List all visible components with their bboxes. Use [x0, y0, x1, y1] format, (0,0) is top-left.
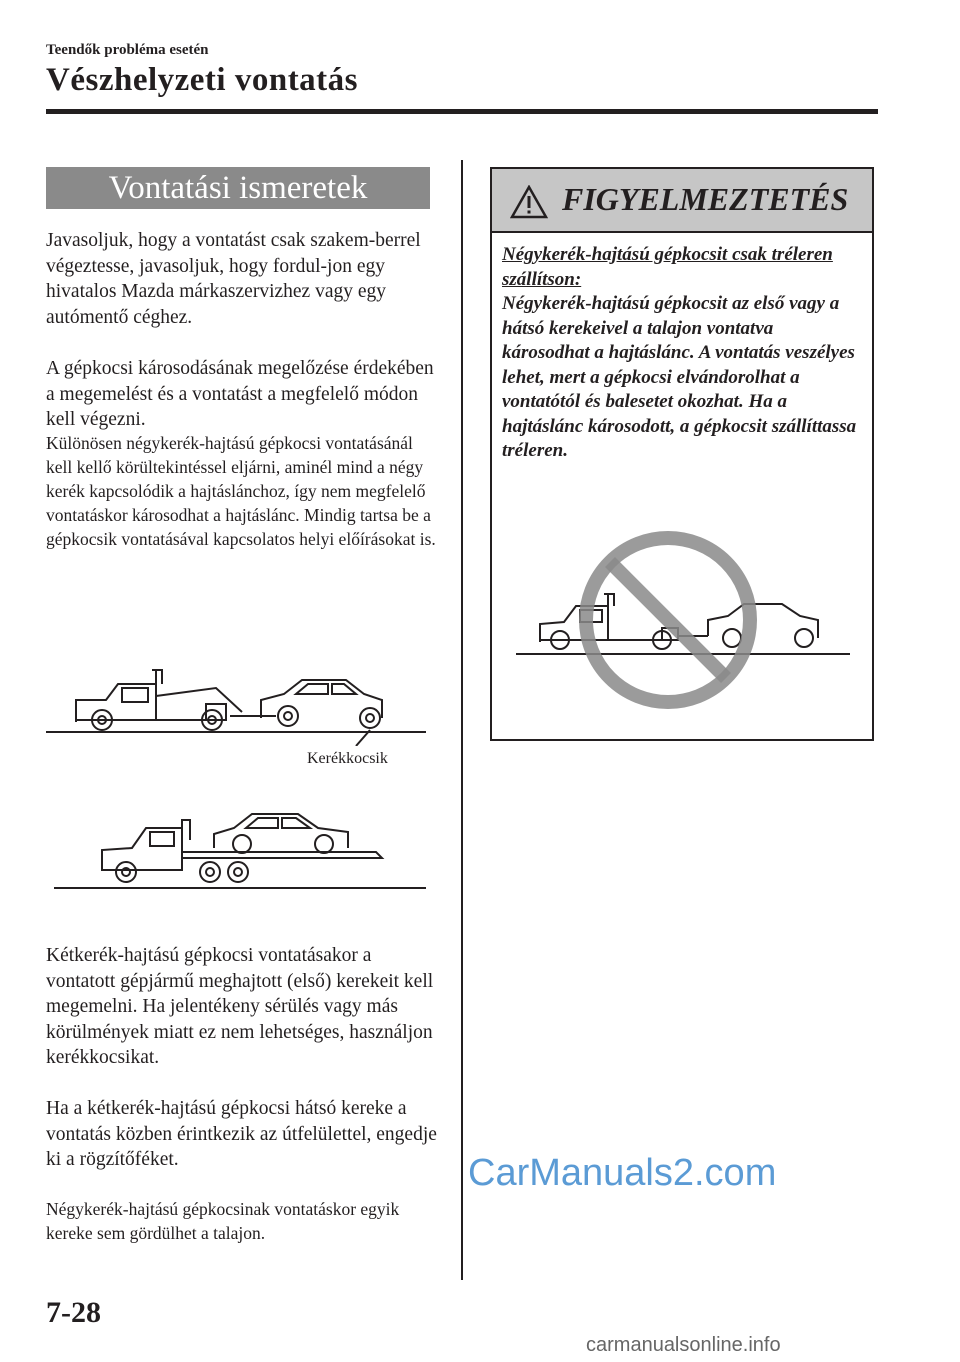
page-title: Vészhelyzeti vontatás: [46, 62, 359, 98]
tow-truck-dolly-illustration: [46, 660, 436, 746]
warning-box: [490, 167, 874, 741]
paragraph-prevention: A gépkocsi károsodásának megelőzése érdekében a megemelést és a vontatást a megfelelő módon kell végezni.: [46, 358, 434, 430]
page-number: 7-28: [46, 1296, 101, 1329]
section-banner: Vontatási ismeretek: [46, 167, 430, 209]
paragraph-awd-wheels: Négykerék-hajtású gépkocsinak vontatáskor egyik kereke sem gördülhet a talajon.: [46, 1199, 400, 1243]
title-divider: [46, 109, 878, 114]
column-divider: [461, 160, 463, 1280]
watermark: CarManuals2.com: [468, 1152, 777, 1194]
warning-title: FIGYELMEZTETÉS: [562, 181, 849, 217]
prohibited-towing-illustration: [512, 524, 852, 714]
paragraph-parking-brake: Ha a kétkerék-hajtású gépkocsi hátsó kereke a vontatás közben érintkezik az útfelülettel, engedje ki a rögzítőféket.: [46, 1098, 437, 1170]
figure-caption: Kerékkocsik: [307, 750, 388, 767]
paragraph-awd-note: Különösen négykerék-hajtású gépkocsi vontatásánál kell kellő körültekintéssel eljárni, aminél mind a négy kerék kapcsolódik a hajtáslánchoz, így nem megfelelő vontatáskor károsodhat a hajtáslánc. Mindig tartsa be a gépkocsik vontatásával kapcsolatos helyi előírásokat is.: [46, 433, 436, 549]
warning-body: Négykerék-hajtású gépkocsit az első vagy a hátsó kerekeivel a talajon vontatva károsodhat a hajtáslánc. A vontatás veszélyes lehet, mert a gépkocsi elvándorolhat a vontatótól és balesetet okozhat. Ha a hajtáslánc károsodott, a gépkocsit szállíttassa tréleren.: [502, 293, 857, 461]
flatbed-truck-illustration: [46, 800, 436, 895]
warning-heading: Négykerék-hajtású gépkocsit csak tréleren szállítson:: [502, 244, 833, 290]
paragraph-intro: Javasoljuk, hogy a vontatást csak szakem-berrel végeztesse, javasoljuk, hogy fordul-jon egy hivatalos Mazda márkaszervizhez vagy egy autómentő céghez.: [46, 230, 421, 328]
paragraph-2wd-towing: Kétkerék-hajtású gépkocsi vontatásakor a vontatott gépjármű meghajtott (első) kerekeit kell megemelni. Ha jelentékeny sérülés vagy más körülmények miatt ez nem lehetséges, használjon kerékkocsikat.: [46, 945, 434, 1068]
section-label: Teendők probléma esetén: [46, 42, 209, 58]
warning-header: [492, 169, 872, 233]
warning-triangle-icon: [510, 185, 548, 219]
watermark-bottom: carmanualsonline.info: [586, 1334, 781, 1356]
